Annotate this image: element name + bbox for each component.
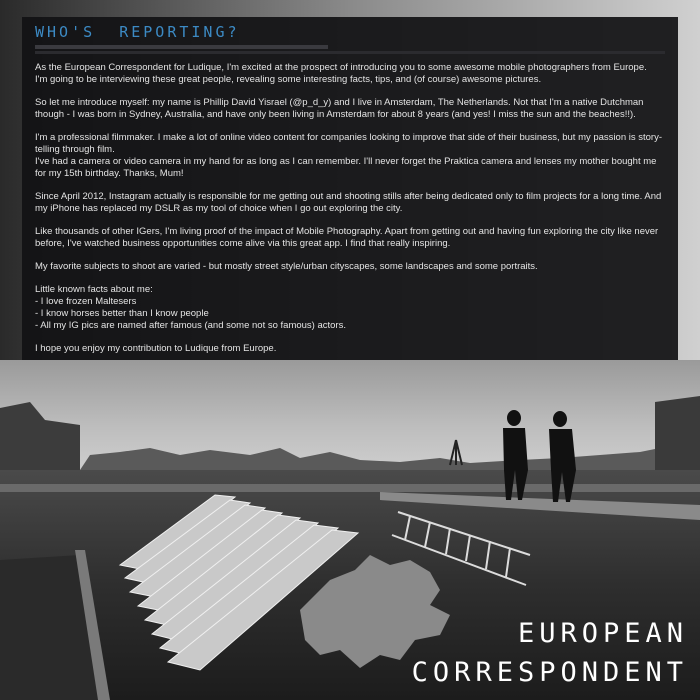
bio-panel xyxy=(22,17,678,360)
text-line: - All my IG pics are named after famous (and some not so famous) actors. xyxy=(35,320,346,332)
paragraph xyxy=(35,261,665,273)
bio-text xyxy=(35,62,665,355)
heading-underline xyxy=(35,45,328,49)
title-line-correspondent: CORRESPONDENT xyxy=(411,657,688,688)
paragraph xyxy=(35,226,665,250)
text-line: telling through film. xyxy=(35,144,115,156)
text-line: Since April 2012, Instagram actually is responsible for me getting out and shooting stills after being dedicated only to film projects for a long time. And xyxy=(35,191,662,203)
heading-rule xyxy=(35,51,665,54)
section-heading: WHO'S REPORTING? xyxy=(35,23,240,41)
paragraph xyxy=(35,191,665,215)
text-line: Little known facts about me: xyxy=(35,283,153,295)
text-line: - I love frozen Maltesers xyxy=(35,295,137,307)
text-line: for my 15th birthday. Thanks, Mum! xyxy=(35,168,184,180)
text-line: I'm a professional filmmaker. I make a lot of online video content for companies looking to improve that side of their business, but my passion is story- xyxy=(35,131,662,143)
paragraph xyxy=(35,62,665,86)
paragraph xyxy=(35,284,665,333)
paragraph xyxy=(35,132,665,181)
text-line: my iPhone has replaced my DSLR as my tool of choice when I go out exploring the city. xyxy=(35,203,403,215)
text-line: As the European Correspondent for Ludique, I'm excited at the prospect of introducing you to some awesome mobile photographers from Europe. xyxy=(35,62,647,73)
text-line: though - I was born in Sydney, Australia, and have only been living in Amsterdam for about 8 years (and yes! I miss the sun and the beaches!!). xyxy=(35,109,636,121)
text-line: Like thousands of other IGers, I'm living proof of the impact of Mobile Photography. Apart from getting out and having fun exploring the city like never xyxy=(35,226,659,238)
text-line: - I know horses better than I know people xyxy=(35,308,209,320)
text-line: I've had a camera or video camera in my hand for as long as I can remember. I'll never forget the Praktica camera and lenses my mother bought me xyxy=(35,156,657,168)
text-line: before, I've watched business opportunities come alive via this great app. I find that really inspiring. xyxy=(35,238,451,250)
text-line: I'm going to be interviewing these great people, revealing some interesting facts, tips, and (of course) awesome pictures. xyxy=(35,74,542,86)
paragraph xyxy=(35,343,665,355)
text-line: I hope you enjoy my contribution to Ludique from Europe. xyxy=(35,342,277,354)
paragraph xyxy=(35,97,665,121)
title-line-european: EUROPEAN xyxy=(517,618,688,649)
text-line: My favorite subjects to shoot are varied - but mostly street style/urban cityscapes, some landscapes and some portraits. xyxy=(35,260,538,272)
text-line: So let me introduce myself: my name is Phillip David Yisrael (@p_d_y) and I live in Amsterdam, The Netherlands. Not that I'm a native Dutchman xyxy=(35,96,644,108)
